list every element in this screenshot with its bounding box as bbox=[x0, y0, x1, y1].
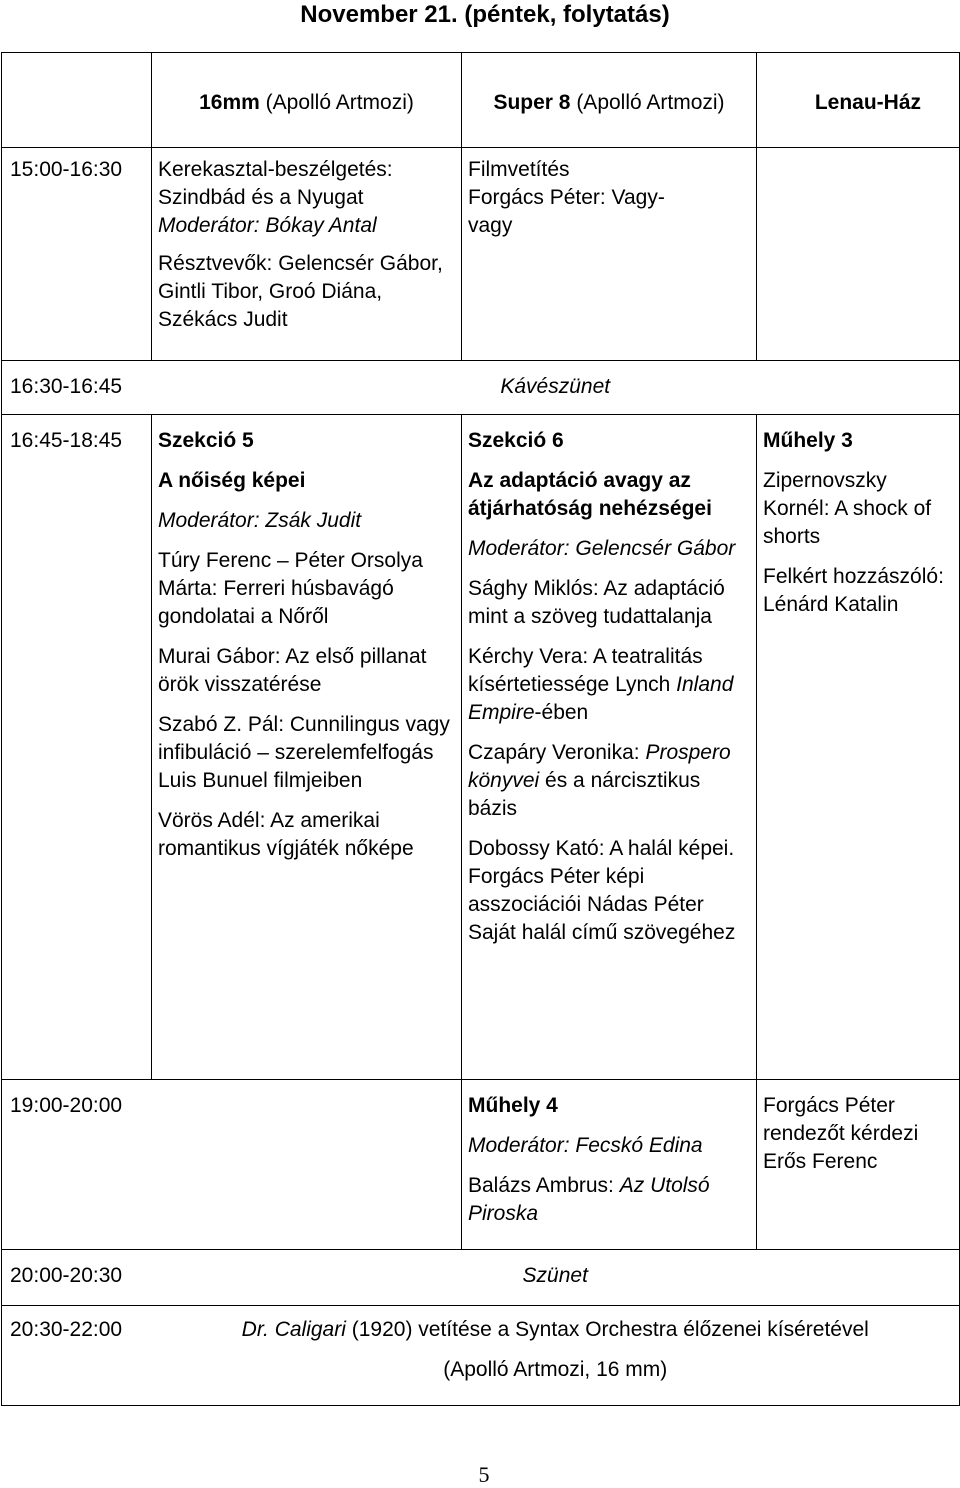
venue-16mm: 16mm (Apolló Artmozi) bbox=[152, 53, 462, 148]
schedule-table bbox=[1, 52, 960, 1406]
talk: Vörös Adél: Az amerikai romantikus vígjáték nőképe bbox=[158, 809, 414, 860]
time-cell: 20:30-22:00 bbox=[2, 1306, 152, 1406]
schedule-row-1645 bbox=[2, 415, 960, 1080]
time-cell: 16:45-18:45 bbox=[2, 415, 152, 1080]
talk: Szabó Z. Pál: Cunnilingus vagy infibuláció – szerelemfelfogás Luis Bunuel filmjeiben bbox=[158, 713, 450, 792]
caligari-screening bbox=[152, 1306, 960, 1406]
schedule-row-1630 bbox=[2, 361, 960, 415]
talk: Murai Gábor: Az első pillanat örök visszatérése bbox=[158, 645, 427, 696]
time-cell: 15:00-16:30 bbox=[2, 148, 152, 361]
roundtable-cell bbox=[152, 148, 462, 361]
schedule-row-2030 bbox=[2, 1306, 960, 1406]
screening-line: Dr. Caligari (1920) vetítése a Syntax Orchestra élőzenei kíséretével bbox=[241, 1318, 869, 1341]
schedule-row-2000 bbox=[2, 1250, 960, 1306]
empty-corner-cell bbox=[2, 53, 152, 148]
venue-lenau-haz: Lenau-Ház bbox=[757, 53, 960, 148]
schedule-row-1500 bbox=[2, 148, 960, 361]
talk: Czapáry Veronika: Prospero könyvei és a nárcisztikus bázis bbox=[468, 741, 731, 820]
screening-title: Filmvetítés bbox=[468, 158, 570, 181]
workshop4-cell bbox=[462, 1080, 757, 1250]
session-heading: Szekció 5 bbox=[158, 429, 254, 452]
talk: Zipernovszky Kornél: A shock of shorts bbox=[763, 469, 932, 548]
workshop3-cell bbox=[757, 415, 960, 1080]
screening-film: Forgács Péter: Vagy-vagy bbox=[468, 186, 665, 237]
workshop-heading: Műhely 3 bbox=[763, 429, 853, 452]
venue-header-row bbox=[2, 53, 960, 148]
talk: Túry Ferenc – Péter Orsolya Márta: Ferreri húsbavágó gondolatai a Nőről bbox=[158, 549, 423, 628]
talk: Kérchy Vera: A teatralitás kísértetiessége Lynch Inland Empire-ében bbox=[468, 645, 734, 724]
roundtable-title: Kerekasztal-beszélgetés: Szindbád és a Nyugat bbox=[158, 158, 393, 209]
break: Szünet bbox=[152, 1250, 960, 1306]
venue-super8: Super 8 (Apolló Artmozi) bbox=[462, 53, 757, 148]
screening-venue: (Apolló Artmozi, 16 mm) bbox=[443, 1358, 668, 1381]
time-cell: 20:00-20:30 bbox=[2, 1250, 152, 1306]
session-subtitle: Az adaptáció avagy az átjárhatóság nehézségei bbox=[468, 469, 712, 520]
talk: Dobossy Kató: A halál képei. Forgács Péter képi asszociációi Nádas Péter Saját halál című szövegéhez bbox=[468, 837, 736, 944]
participants: Résztvevők: Gelencsér Gábor, Gintli Tibor, Groó Diána, Székács Judit bbox=[158, 252, 443, 331]
time-cell: 19:00-20:00 bbox=[2, 1080, 462, 1250]
moderator: Moderátor: Fecskó Edina bbox=[468, 1134, 703, 1157]
session-subtitle: A nőiség képei bbox=[158, 469, 306, 492]
workshop-heading: Műhely 4 bbox=[468, 1094, 558, 1117]
interview-cell: Forgács Péter rendezőt kérdezi Erős Ferenc bbox=[757, 1080, 960, 1250]
moderator: Moderátor: Gelencsér Gábor bbox=[468, 537, 736, 560]
page-title: November 21. (péntek, folytatás) bbox=[300, 1, 670, 28]
talk: Sághy Miklós: Az adaptáció mint a szöveg tudattalanja bbox=[468, 577, 725, 628]
empty-cell bbox=[757, 148, 960, 361]
time-cell: 16:30-16:45 bbox=[2, 361, 152, 415]
respondent: Felkért hozzászóló: Lénárd Katalin bbox=[763, 565, 944, 616]
session-heading: Szekció 6 bbox=[468, 429, 564, 452]
schedule-row-1900 bbox=[2, 1080, 960, 1250]
session6-cell bbox=[462, 415, 757, 1080]
screening-cell bbox=[462, 148, 757, 361]
talk: Balázs Ambrus: Az Utolsó Piroska bbox=[468, 1174, 710, 1225]
moderator: Moderátor: Bókay Antal bbox=[158, 214, 377, 237]
moderator: Moderátor: Zsák Judit bbox=[158, 509, 362, 532]
page-number: 5 bbox=[478, 1462, 490, 1487]
coffee-break: Kávészünet bbox=[152, 361, 960, 415]
session5-cell bbox=[152, 415, 462, 1080]
